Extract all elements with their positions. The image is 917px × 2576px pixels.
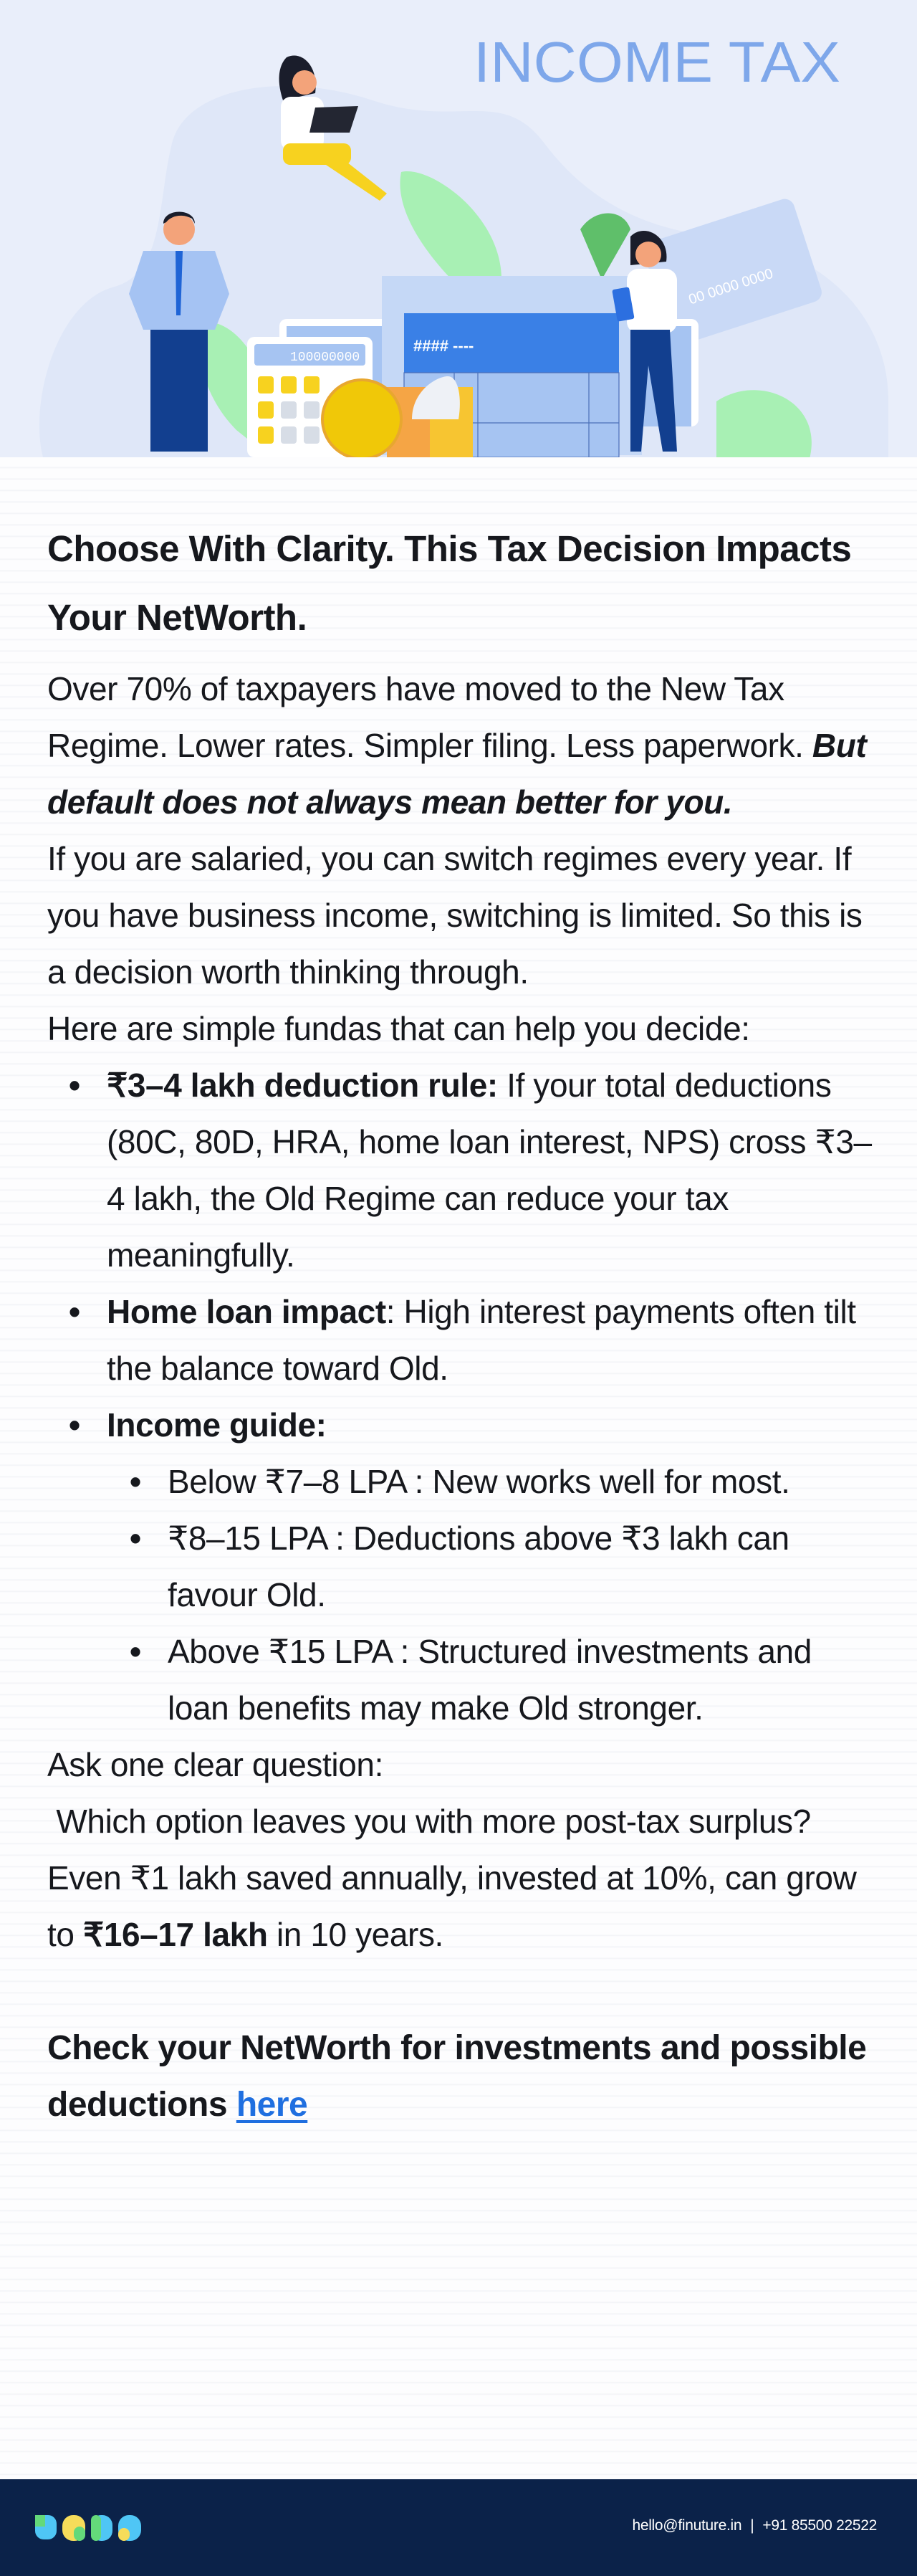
hero-banner [0, 0, 917, 457]
list-item [107, 1623, 878, 1737]
intro-emphasis: But default does not always mean better for you. [47, 727, 867, 821]
bullet-text: ₹8–15 LPA : Deductions above ₹3 lakh can favour Old. [168, 1520, 789, 1613]
svg-text:100000000: 100000000 [290, 350, 360, 365]
contact-info [632, 2517, 877, 2534]
bullet-icon: • [69, 1406, 80, 1444]
bullet-title: Home loan impact [107, 1293, 386, 1330]
example-paragraph [47, 1850, 878, 1963]
bullet-icon: • [130, 1463, 141, 1500]
bullet-icon: • [130, 1520, 141, 1557]
bullet-icon: • [130, 1633, 141, 1670]
question-text: Which option leaves you with more post-tax surplus? [47, 1803, 811, 1840]
bullet-title: ₹3–4 lakh deduction rule: [107, 1067, 498, 1104]
separator: | [750, 2517, 754, 2534]
form-header-text: #### ---- [413, 337, 474, 355]
article-body [47, 515, 878, 2133]
list-item [47, 1284, 878, 1397]
income-guide-list [107, 1454, 878, 1737]
switching-paragraph: If you are salaried, you can switch regimes every year. If you have business income, switching is limited. So this is a decision worth thinking through. [47, 840, 863, 991]
income-tax-illustration [0, 0, 917, 457]
bullet-icon: • [69, 1067, 80, 1104]
intro-paragraph [47, 661, 878, 831]
bullet-text: Below ₹7–8 LPA : New works well for most. [168, 1463, 790, 1500]
hero-title: INCOME TAX [474, 30, 840, 94]
email-link[interactable]: hello@finuture.in [632, 2517, 742, 2534]
question-intro: Ask one clear question: [47, 1746, 383, 1783]
list-item [107, 1510, 878, 1623]
here-link[interactable]: here [236, 2086, 308, 2124]
example-amount: ₹16–17 lakh [82, 1916, 268, 1953]
fundas-intro: Here are simple fundas that can help you decide: [47, 1010, 750, 1047]
intro-text: Over 70% of taxpayers have moved to the New Tax Regime. Lower rates. Simpler filing. Less paperwork. [47, 670, 812, 764]
folo-logo[interactable] [35, 2514, 141, 2542]
list-item [47, 1057, 878, 1284]
fundas-list [47, 1057, 878, 1737]
svg-text:00 0000 0000: 00 0000 0000 [686, 265, 775, 308]
article-heading: Choose With Clarity. This Tax Decision Impacts Your NetWorth. [47, 528, 852, 638]
list-item [47, 1397, 878, 1737]
laptop-icon [309, 106, 358, 133]
example-text: Even ₹1 lakh saved annually, invested at 10%, can grow to [47, 1859, 857, 1953]
footer [0, 2479, 917, 2576]
bullet-title: Income guide: [107, 1406, 327, 1444]
cta-paragraph [47, 2020, 878, 2133]
phone-link[interactable]: +91 85500 22522 [762, 2517, 877, 2534]
list-item [107, 1454, 878, 1510]
cta-text: Check your NetWorth for investments and possible deductions [47, 2029, 867, 2124]
bullet-text: Above ₹15 LPA : Structured investments and loan benefits may make Old stronger. [168, 1633, 812, 1727]
example-end: in 10 years. [267, 1916, 443, 1953]
bullet-text: : High interest payments often tilt the balance toward Old. [107, 1293, 856, 1387]
bullet-text: If your total deductions (80C, 80D, HRA, home loan interest, NPS) cross ₹3–4 lakh, the Old Regime can reduce your tax meaningfully. [107, 1067, 872, 1274]
bullet-icon: • [69, 1293, 80, 1330]
